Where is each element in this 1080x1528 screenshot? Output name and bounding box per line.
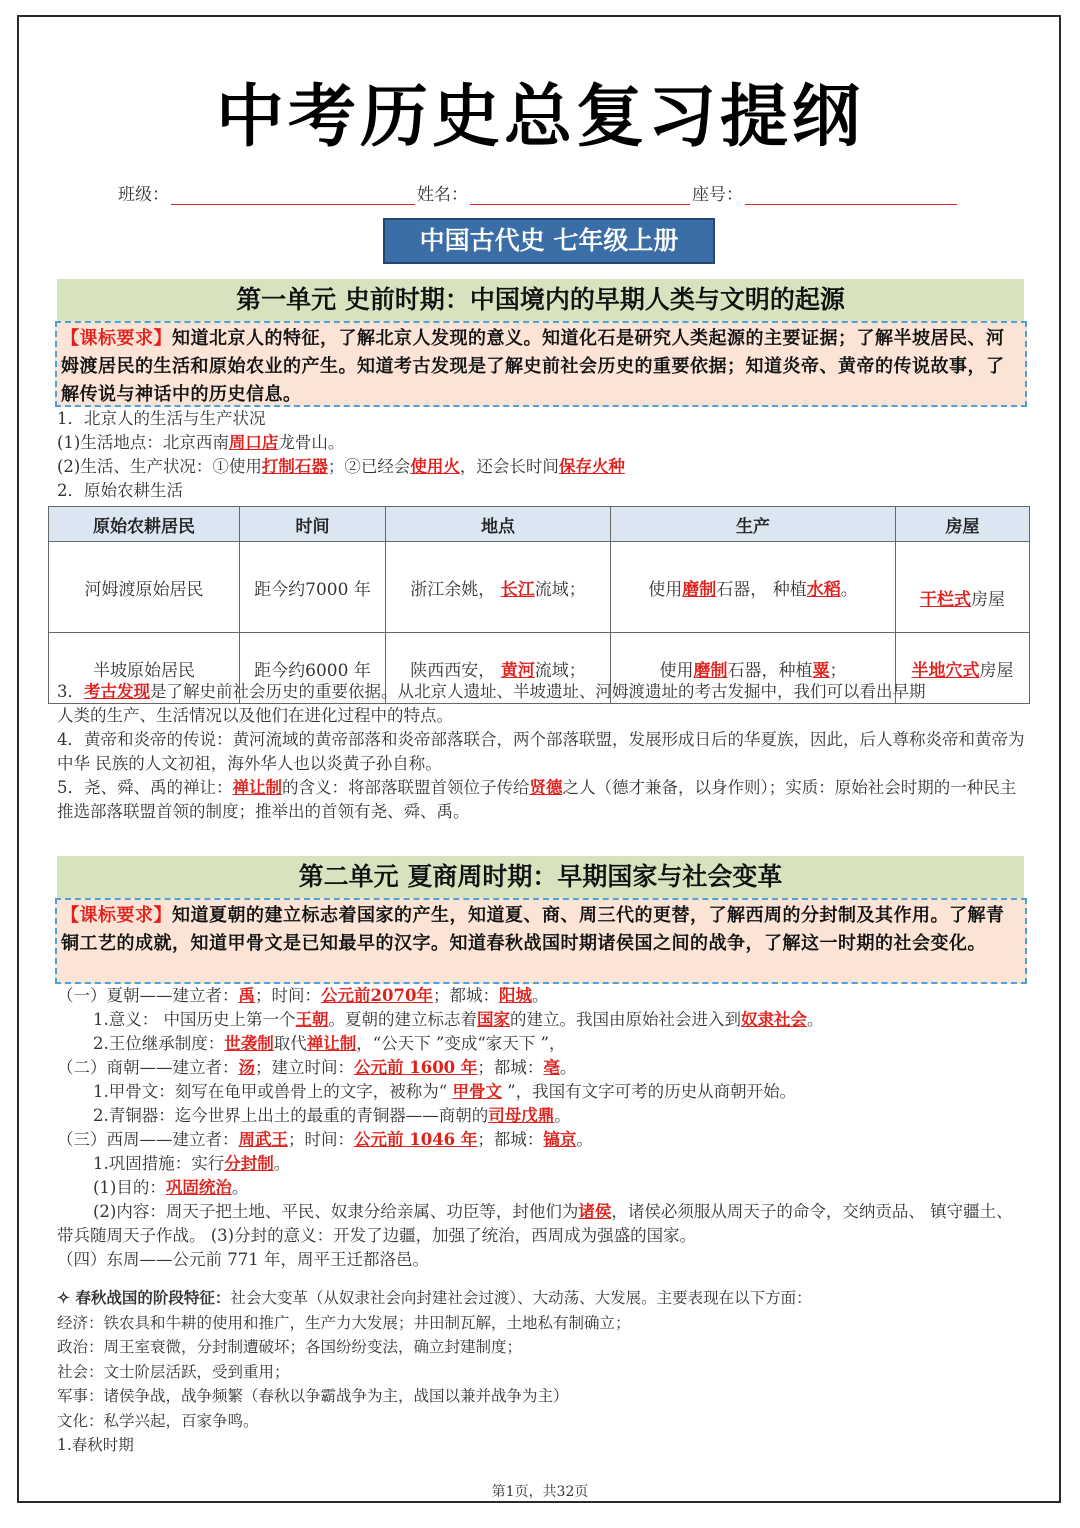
list-item: 军事：诸侯争战，战争频繁（春秋以争霸战争为主，战国以兼并战争为主） xyxy=(57,1387,569,1405)
table-cell: 半坡原始居民 xyxy=(49,633,240,704)
seat-field[interactable] xyxy=(745,184,957,205)
s1-title: 1．北京人的生活与生产状况 xyxy=(57,409,266,428)
table-cell: 干栏式房屋 xyxy=(896,542,1030,633)
xia-line: （一）夏朝——建立者：禹；时间：公元前2070年；都城：阳城。 xyxy=(57,986,549,1005)
chunqiu-head: ✧ 春秋战国的阶段特征：社会大变革（从奴隶社会向封建社会过渡）、大动荡、大发展。主要表现在以下方面： xyxy=(57,1288,812,1307)
section-banner: 中国古代史 七年级上册 xyxy=(383,218,715,264)
name-field[interactable] xyxy=(470,184,690,205)
zhou-1b: (2)内容：周天子把土地、平民、奴隶分给亲属、功臣等，封他们为诸侯，诸侯必须服从周天子的命令，交纳贡品、 镇守疆土、带兵随周天子作战。 (3)分封的意义：开发了边疆，加强了统治，西周成为强盛的国家。 xyxy=(57,1202,1013,1245)
s5-text: 5．尧、舜、禹的禅让：禅让制的含义：将部落联盟首领位子传给贤德之人（德才兼备，以身作则）；实质：原始社会时期的一种民主推选部落联盟首领的制度；推举出的首领有尧、舜、禹。 xyxy=(57,778,1017,821)
list-item: 经济：铁农具和牛耕的使用和推广，生产力大发展；井田制瓦解，土地私有制确立； xyxy=(57,1313,631,1332)
zhou-line: （三）西周——建立者：周武王；时间：公元前 1046 年；都城：镐京。 xyxy=(57,1130,593,1149)
xia-2: 2.王位继承制度：世袭制取代禅让制，“公天下 ”变成“家天下 ”， xyxy=(93,1034,566,1053)
table-header: 时间 xyxy=(240,507,386,542)
table-cell: 河姆渡原始居民 xyxy=(49,542,240,633)
table-header: 房屋 xyxy=(896,507,1030,542)
unit1-heading: 第一单元 史前时期：中国境内的早期人类与文明的起源 xyxy=(57,279,1024,321)
table-header: 生产 xyxy=(611,507,896,542)
zhou-1a: (1)目的：巩固统治。 xyxy=(93,1178,249,1197)
s3-text: 3．考古发现是了解史前社会历史的重要依据。从北京人遗址、半坡遗址、河姆渡遗址的考古发掘中，我们可以看出早期 xyxy=(57,682,926,701)
shang-line: （二）商朝——建立者：汤；建立时间：公元前 1600 年；都城：亳。 xyxy=(57,1058,577,1077)
name-label: 姓名： xyxy=(417,185,468,205)
req-text: 知道夏朝的建立标志着国家的产生，知道夏、商、周三代的更替，了解西周的分封制及其作用。了解青铜工艺的成就，知道甲骨文是已知最早的汉字。知道春秋战国时期诸侯国之间的战争，了解这一时期的社会变化。 xyxy=(61,905,1005,954)
list-item: 社会：文士阶层活跃，受到重用； xyxy=(57,1362,290,1381)
shang-2: 2.青铜器：迄今世界上出土的最重的青铜器——商朝的司母戊鼎。 xyxy=(93,1106,571,1125)
unit2-body xyxy=(57,984,1025,1272)
seat-label: 座号： xyxy=(692,185,743,205)
req-tag: 【课标要求】 xyxy=(61,905,172,926)
unit1-body-top xyxy=(57,407,1025,503)
table-cell: 使用磨制石器， 种植水稻。 xyxy=(611,542,896,633)
dong-line: （四）东周——公元前 771 年，周平王迁都洛邑。 xyxy=(57,1250,429,1269)
s1-line-a: (1)生活地点：北京西南周口店龙骨山。 xyxy=(57,433,345,452)
s4-text: 4．黄帝和炎帝的传说：黄河流域的黄帝部落和炎帝部落联合，两个部落联盟，发展形成日后的华夏族，因此，后人尊称炎帝和黄帝为中华 民族的人文初祖，海外华人也以炎黄子孙自称。 xyxy=(57,730,1025,773)
table-row xyxy=(49,542,1030,633)
table-cell: 距今约7000 年 xyxy=(240,542,386,633)
unit1-body-bottom xyxy=(57,680,1025,824)
list-item: 文化：私学兴起，百家争鸣。 xyxy=(57,1411,259,1430)
s1-line-b: (2)生活、生产状况：①使用打制石器；②已经会使用火，还会长时间保存火种 xyxy=(57,457,625,476)
chunqiu-block xyxy=(57,1286,1025,1458)
xia-1: 1.意义： 中国历史上第一个王朝。夏朝的建立标志着国家的建立。我国由原始社会进入到奴隶社会。 xyxy=(93,1010,824,1029)
table-header-row xyxy=(49,507,1030,542)
s2-title: 2．原始农耕生活 xyxy=(57,481,183,500)
page-number: 第1页，共32页 xyxy=(491,1484,589,1500)
student-info-row xyxy=(118,180,959,205)
unit2-heading: 第二单元 夏商周时期：早期国家与社会变革 xyxy=(57,856,1024,898)
table-cell: 浙江余姚， 长江流域； xyxy=(386,542,611,633)
page-title: 中考历史总复习提纲 xyxy=(215,78,864,157)
req-tag: 【课标要求】 xyxy=(61,328,172,349)
class-label: 班级： xyxy=(118,185,169,205)
unit2-requirements xyxy=(55,898,1027,984)
table-cell: 距今约6000 年 xyxy=(240,633,386,704)
zhou-1: 1.巩固措施：实行分封制。 xyxy=(93,1154,291,1173)
table-header: 地点 xyxy=(386,507,611,542)
list-item: 政治：周王室衰微，分封制遭破坏；各国纷纷变法，确立封建制度； xyxy=(57,1338,523,1356)
table-cell: 使用磨制石器，种植粟； xyxy=(611,633,896,704)
s3-line2: 人类的生产、生活情况以及他们在进化过程中的特点。 xyxy=(57,706,453,725)
unit1-requirements xyxy=(55,321,1027,407)
req-text: 知道北京人的特征，了解北京人发现的意义。知道化石是研究人类起源的主要证据；了解半坡居民、河姆渡居民的生活和原始农业的产生。知道考古发现是了解史前社会历史的重要依据；知道炎帝、黄帝的传说故事，了解传说与神话中的历史信息。 xyxy=(61,328,1005,405)
table-header: 原始农耕居民 xyxy=(49,507,240,542)
table-cell: 陕西西安， 黄河流域； xyxy=(386,633,611,704)
table-cell: 半地穴式房屋 xyxy=(896,633,1030,704)
class-field[interactable] xyxy=(171,184,415,205)
shang-1: 1.甲骨文：刻写在龟甲或兽骨上的文字，被称为“ 甲骨文 ”，我国有文字可考的历史从商朝开始。 xyxy=(93,1082,797,1101)
list-item: 1.春秋时期 xyxy=(57,1436,134,1454)
farming-table xyxy=(48,506,1030,704)
